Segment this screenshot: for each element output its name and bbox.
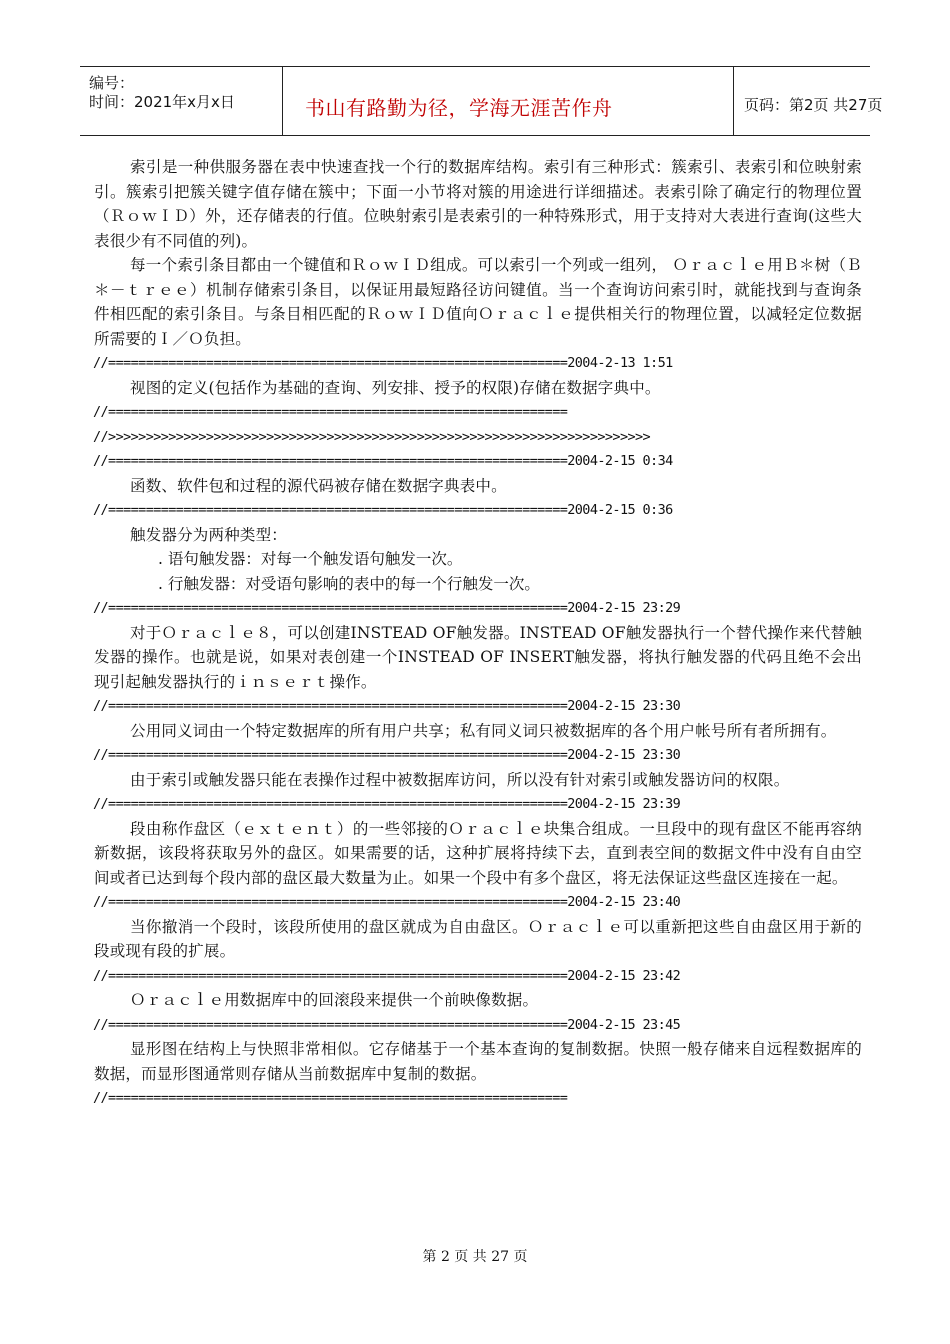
list-item-row-trigger: . 行触发器：对受语句影响的表中的每一个行触发一次。 bbox=[158, 574, 540, 593]
separator-line: //=============================================================2004-2-15 23:29 bbox=[93, 600, 681, 616]
paragraph-index-entry: 每一个索引条目都由一个键值和ＲｏｗＩＤ组成。可以索引一个列或一组列， Ｏｒａｃｌｅ用Ｂ＊树（Ｂ＊－ｔｒｅｅ）机制存储索引条目，以保证用最短路径访问键值。当一个查询访问索引时，就能找到与查询条件相匹配的索引条目。与条目相匹配的ＲｏｗＩＤ值向Ｏｒａｃｌｅ提供相关行的物理位置，以减轻定位数据所需要的Ｉ／Ｏ负担。 bbox=[94, 256, 862, 348]
paragraph-instead-of-trigger: 对于Ｏｒａｃｌｅ８，可以创建INSTEAD OF触发器。INSTEAD OF触发器执行一个替代操作来代替触发器的操作。也就是说，如果对表创建一个INSTEAD OF INSERT触发器，将执行触发器的代码且绝不会出现引起触发器执行的ｉｎｓｅｒｔ操作。 bbox=[94, 623, 862, 691]
number-label: 编号： bbox=[89, 74, 135, 92]
paragraph-view-definition: 视图的定义(包括作为基础的查询、列安排、授予的权限)存储在数据字典中。 bbox=[130, 378, 661, 397]
document-body bbox=[94, 155, 862, 1111]
separator-line: //=============================================================2004-2-15 0:34 bbox=[93, 453, 673, 469]
document-header bbox=[80, 66, 883, 136]
separator-line: //============================================================= bbox=[93, 404, 568, 420]
separator-line: //============================================================= bbox=[93, 1090, 568, 1106]
header-meta-cell bbox=[80, 67, 283, 135]
paragraph-synonyms: 公用同义词由一个特定数据库的所有用户共享；私有同义词只被数据库的各个用户帐号所有者所拥有。 bbox=[130, 721, 837, 740]
separator-line: //=============================================================2004-2-15 23:30 bbox=[93, 698, 681, 714]
paragraph-index-types: 索引是一种供服务器在表中快速查找一个行的数据库结构。索引有三种形式：簇索引、表索引和位映射索引。簇索引把簇关键字值存储在簇中；下面一小节将对簇的用途进行详细描述。表索引除了确定行的物理位置（ＲｏｗＩＤ）外，还存储表的行值。位映射索引是表索引的一种特殊形式，用于支持对大表进行查询(这些大表很少有不同值的列)。 bbox=[94, 158, 862, 250]
paragraph-rollback-segments: Ｏｒａｃｌｅ用数据库中的回滚段来提供一个前映像数据。 bbox=[130, 991, 539, 1009]
paragraph-trigger-types: 触发器分为两种类型： bbox=[130, 525, 288, 544]
time-label: 时间：2021年x月x日 bbox=[89, 93, 235, 111]
separator-line: //=============================================================2004-2-15 23:40 bbox=[93, 894, 681, 910]
paragraph-free-extents: 当你撤消一个段时，该段所使用的盘区就成为自由盘区。Ｏｒａｃｌｅ可以重新把这些自由盘区用于新的段或现有段的扩展。 bbox=[94, 917, 862, 960]
paragraph-index-access: 由于索引或触发器只能在表操作过程中被数据库访问，所以没有针对索引或触发器访问的权限。 bbox=[130, 770, 790, 789]
separator-line: //=============================================================2004-2-15 23:30 bbox=[93, 747, 681, 763]
paragraph-segments-extents: 段由称作盘区（ｅｘｔｅｎｔ）的一些邻接的Ｏｒａｃｌｅ块集合组成。一旦段中的现有盘区不能再容纳新数据，该段将获取另外的盘区。如果需要的话，这种扩展将持续下去，直到表空间的数据文件中没有自由空间或者已达到每个段内部的盘区最大数量为止。如果一个段中有多个盘区，将无法保证这些盘区连接在一起。 bbox=[94, 819, 862, 887]
separator-line: //=============================================================2004-2-15 23:42 bbox=[93, 967, 681, 984]
page-info: 页码：第2页 共27页 bbox=[744, 96, 883, 114]
separator-line: //=============================================================2004-2-15 23:45 bbox=[93, 1016, 681, 1033]
list-item-statement-trigger: . 语句触发器：对每一个触发语句触发一次。 bbox=[158, 550, 463, 568]
separator-line: //=============================================================2004-2-13 1:51 bbox=[93, 355, 673, 371]
separator-line: //=============================================================2004-2-15 0:36 bbox=[93, 502, 673, 518]
separator-line: //=============================================================2004-2-15 23:39 bbox=[93, 796, 681, 812]
header-motto-cell bbox=[283, 67, 734, 135]
paragraph-source-code: 函数、软件包和过程的源代码被存储在数据字典表中。 bbox=[130, 476, 507, 495]
header-page-cell bbox=[734, 67, 883, 135]
separator-line: //>>>>>>>>>>>>>>>>>>>>>>>>>>>>>>>>>>>>>>>>>>>>>>>>>>>>>>>>>>>>>>>>>>>>>>>> bbox=[93, 428, 651, 445]
paragraph-materialized-view: 显形图在结构上与快照非常相似。它存储基于一个基本查询的复制数据。快照一般存储来自远程数据库的数据，而显形图通常则存储从当前数据库中复制的数据。 bbox=[94, 1040, 862, 1083]
motto-text: 书山有路勤为径，学海无涯苦作舟 bbox=[305, 96, 613, 120]
page-footer: 第 2 页 共 27 页 bbox=[422, 1249, 528, 1265]
